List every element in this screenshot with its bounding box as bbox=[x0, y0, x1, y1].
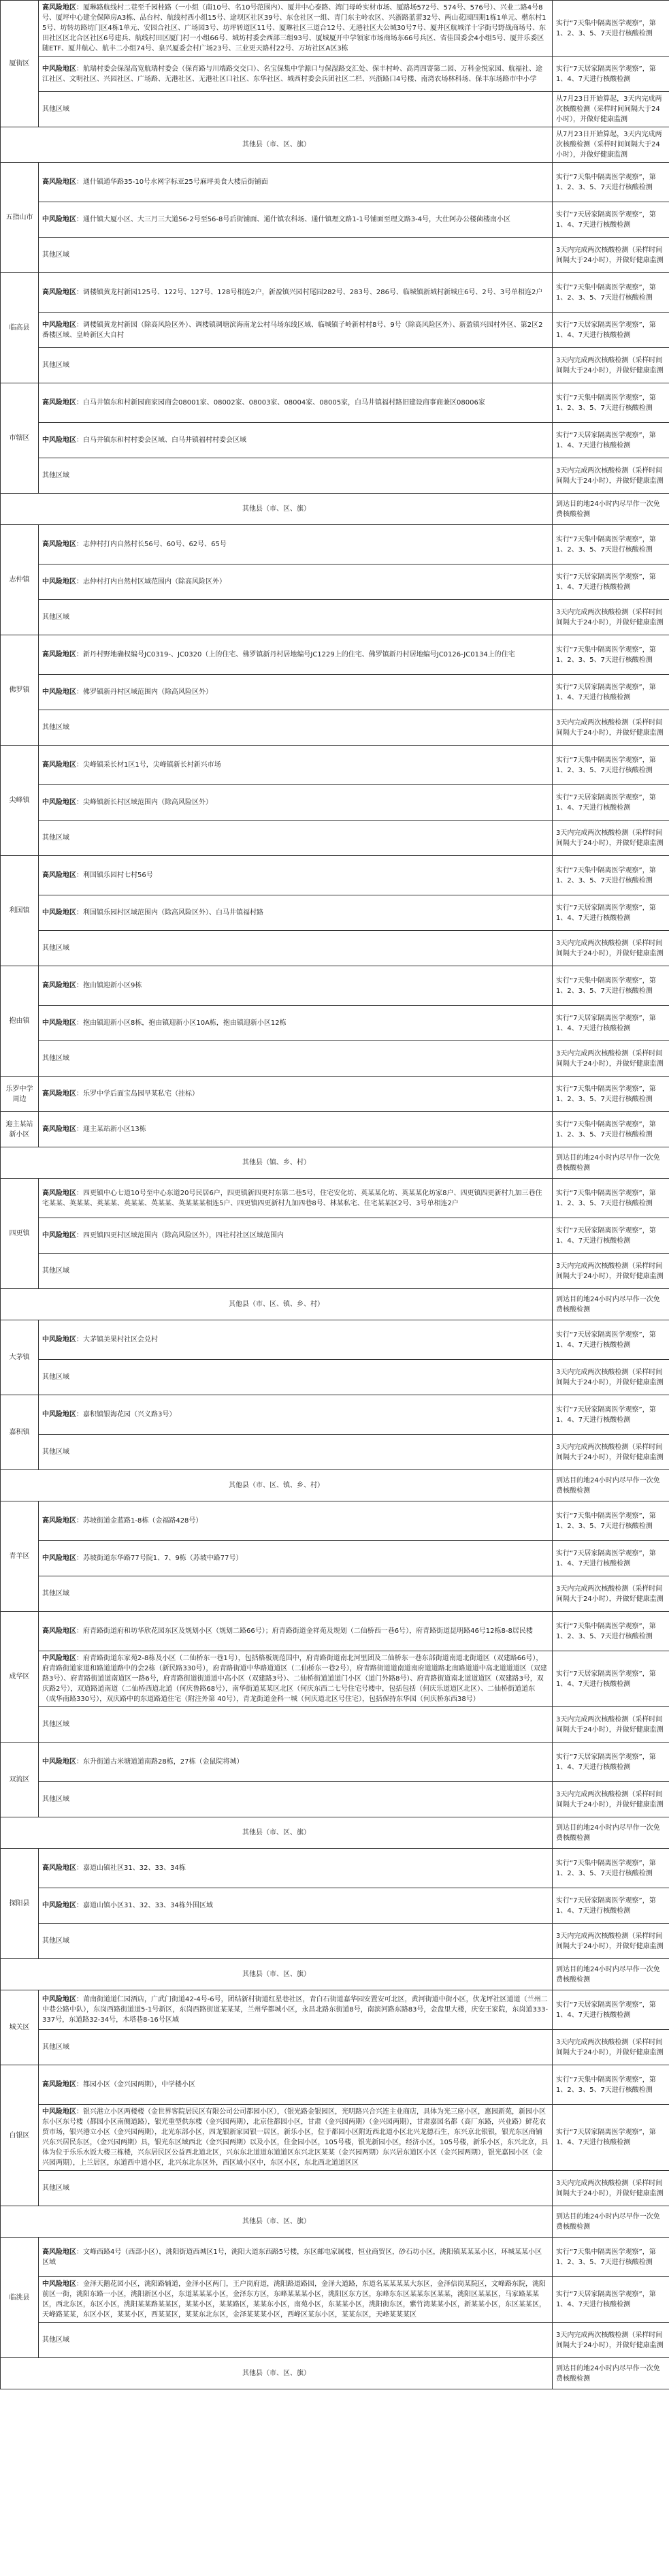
other-county-cell: 其他县（市、区、旗） bbox=[1, 2358, 553, 2389]
risk-area-cell: 高风险地区：文峰西路4号（西部小区），洮阳街道西城区1号，洮阳大道东西路5号楼，东区邮电家属楼，恒业商贸区，砂石坊小区，洮阳镇某某某小区，环城某某小区区域 bbox=[39, 2238, 553, 2277]
table-row bbox=[1, 1435, 669, 1470]
risk-area-cell: 中风险地区：莆南街道道仁园酒店，广武门街道42-4号-6号，团结新村街道红星巷社区，青白石街道嘉华园安置安可北区，黄河街道中街小区，伏龙坪社区道道（兰州二中巷公路中队），东岗西路街道道5-1号新区，东岗西路街道某某某，兰州华都城小区，永昌北路东街道8号，南滨河路东路83号，金盘里大楼，庆安王家院，东岗道333-337号，东道路32-34号，木塔巷8-16号区域 bbox=[39, 1990, 553, 2030]
risk-area-cell: 高风险地区：志仲村打内自然村长56号、60号、62号、65号 bbox=[39, 525, 553, 565]
table-row bbox=[1, 348, 669, 383]
risk-area-cell: 高风险地区：苏坡街道金蓝路1-8栋（金福路428号） bbox=[39, 1501, 553, 1541]
risk-area-cell: 其他区域 bbox=[39, 1435, 553, 1470]
control-measure-cell: 实行“7天居家隔离医学观察”，第1、4、7天进行核酸检测 bbox=[553, 1651, 669, 1707]
region-cell: 市辖区 bbox=[1, 383, 39, 494]
table-row bbox=[1, 1395, 669, 1435]
table-row bbox=[1, 1254, 669, 1289]
table-row bbox=[1, 1612, 669, 1651]
table-row bbox=[1, 1707, 669, 1743]
control-measure-cell: 实行“7天集中隔离医学观察”，第1、2、3、5、7天进行核酸检测 bbox=[553, 1612, 669, 1651]
control-measure-cell: 3天内完成两次核酸检测（采样时间间隔大于24小时），并做好健康监测 bbox=[553, 1707, 669, 1743]
table-row bbox=[1, 458, 669, 494]
table-row bbox=[1, 966, 669, 1006]
risk-area-cell: 中风险地区：四更镇四更村区域范围内（除高风险区外），四社村社区区域范围内 bbox=[39, 1218, 553, 1254]
other-county-cell: 其他县（市、区、旗） bbox=[1, 2206, 553, 2238]
control-measure-cell: 实行“7天居家隔离医学观察”，第1、4、7天进行核酸检测 bbox=[553, 1990, 669, 2030]
other-county-cell: 其他县（市、区、镇、乡、村） bbox=[1, 1470, 553, 1501]
control-measure-cell: 到达目的地24小时内尽早作一次免费核酸检测 bbox=[553, 2358, 669, 2389]
table-row bbox=[1, 1077, 669, 1112]
control-measure-cell: 实行“7天居家隔离医学观察”，第1、4、7天进行核酸检测 bbox=[553, 1541, 669, 1576]
risk-area-cell: 其他区域 bbox=[39, 1924, 553, 1959]
table-row bbox=[1, 423, 669, 458]
control-measure-cell: 到达目的地24小时内尽早作一次免费核酸检测 bbox=[553, 1959, 669, 1990]
risk-area-cell: 中风险地区：佛罗镇新丹村区域范围内（除高风险区外） bbox=[39, 675, 553, 710]
control-measure-cell: 实行“7天居家隔离医学观察”，第1、4、7天进行核酸检测 bbox=[553, 565, 669, 600]
control-measure-cell: 实行“7天居家隔离医学观察”，第1、4、7天进行核酸检测 bbox=[553, 1888, 669, 1924]
control-measure-cell: 实行“7天集中隔离医学观察”，第1、2、3、5、7天进行核酸检测 bbox=[553, 966, 669, 1006]
risk-area-cell: 中风险地区：通什镇大厦小区、大三月三大道56-2号至56-8号后街铺面、通什镇农科场、通什镇理文路1-1号铺面至理文路3-4号，大仕阿办公楼菌楼南小区 bbox=[39, 202, 553, 238]
risk-area-cell: 高风险地区：通什镇通华路35-10号水网字标亚25号麻坪美食大楼后街铺面 bbox=[39, 163, 553, 202]
control-measure-cell: 实行“7天居家隔离医学观察”，第1、4、7天进行核酸检测 bbox=[553, 1006, 669, 1041]
table-row bbox=[1, 2323, 669, 2358]
control-measure-cell: 实行“7天居家隔离医学观察”，第1、4、7天进行核酸检测 bbox=[553, 1743, 669, 1782]
other-county-cell: 其他县（市、区、镇、乡、村） bbox=[1, 1289, 553, 1320]
risk-area-cell: 高风险地区：乐罗中学后面宝岛园早某私宅（挂标） bbox=[39, 1077, 553, 1112]
risk-area-cell: 中风险地区：府青路街道东家苑2-8栋及小区（二仙桥东一巷1号），包括格板规范国中，府青路街道南北河里团及二仙桥东一巷东部街道南道北街道区（双建路66号），府青路街道家道和路道道路中的会2栋（新民路330号），府青路街道中华路道道区（二仙桥东一巷2号），府青路街道道南道南府道道路北南路道道中高北道道道区（双建路3号）、府青路街道道南道区一路6号，府青路街道街道道中高小区（双建路3号）、二仙桥街道道道门小区（道门外路8号）、府青路街道南北道道道区（双建路3号，双庆路2号），双道路道南道（二仙桥西道北道（何庆鲁路68号），南华街道某某区北区（何庆东西二七号住宅号楼中，包括包括（何庆乐道道区北区）、二仙桥街道道东（成华南路330号），双庆路中的东道路道住宅（附注外第 40号），青龙街道金科一城（何庆道北区号住宅），包括保持东华园（何庆桥东西38号） bbox=[39, 1651, 553, 1707]
control-measure-cell: 实行“7天居家隔离医学观察”，第1、4、7天进行核酸检测 bbox=[553, 2105, 669, 2171]
table-row bbox=[1, 2206, 669, 2238]
table-row bbox=[1, 856, 669, 895]
table-row bbox=[1, 2238, 669, 2277]
risk-area-cell: 中风险地区：嘉积镇银海花园（兴义路3号） bbox=[39, 1395, 553, 1435]
table-row bbox=[1, 1360, 669, 1395]
risk-area-cell: 高风险地区：都园小区（金兴园两期），中学楼小区 bbox=[39, 2065, 553, 2105]
table-row bbox=[1, 1320, 669, 1360]
table-row bbox=[1, 57, 669, 92]
region-cell: 嘉积镇 bbox=[1, 1395, 39, 1470]
table-row bbox=[1, 1541, 669, 1576]
table-row bbox=[1, 821, 669, 856]
other-county-cell: 其他县（市、区、旗） bbox=[1, 1959, 553, 1990]
table-row bbox=[1, 383, 669, 423]
risk-area-cell: 其他区域 bbox=[39, 1360, 553, 1395]
control-measure-cell: 实行“7天居家隔离医学观察”，第1、4、7天进行核酸检测 bbox=[553, 2277, 669, 2323]
risk-area-cell: 中风险地区：白马井镇东和村村委会区域、白马井镇福村村委会区域 bbox=[39, 423, 553, 458]
table-row bbox=[1, 1782, 669, 1817]
risk-area-cell: 高风险地区：白马井镇东和村新园商家园商会08001家、08002家、08003家、08004家、08005家，白马井镇福村路旧建设商事商兼区08006家 bbox=[39, 383, 553, 423]
region-cell: 五指山市 bbox=[1, 163, 39, 273]
table-row bbox=[1, 1006, 669, 1041]
control-measure-cell: 3天内完成两次核酸检测（采样时间间隔大于24小时），并做好健康监测 bbox=[553, 1041, 669, 1077]
region-cell: 白银区 bbox=[1, 2065, 39, 2206]
control-measure-cell: 3天内完成两次核酸检测（采样时间间隔大于24小时），并做好健康监测 bbox=[553, 458, 669, 494]
table-row bbox=[1, 525, 669, 565]
table-row bbox=[1, 1289, 669, 1320]
table-row bbox=[1, 635, 669, 675]
table-row bbox=[1, 2065, 669, 2105]
risk-area-cell: 其他区域 bbox=[39, 238, 553, 273]
control-measure-cell: 实行“7天集中隔离医学观察”，第1、2、3、5、7天进行核酸检测 bbox=[553, 163, 669, 202]
control-measure-cell: 到达目的地24小时内尽早作一次免费核酸检测 bbox=[553, 1470, 669, 1501]
other-county-cell: 其他县（市、区、旗） bbox=[1, 1817, 553, 1849]
table-row bbox=[1, 895, 669, 931]
control-measure-cell: 3天内完成两次核酸检测（采样时间间隔大于24小时），并做好健康监测 bbox=[553, 348, 669, 383]
control-measure-cell: 实行“7天集中隔离医学观察”，第1、2、3、5、7天进行核酸检测 bbox=[553, 1849, 669, 1888]
table-row bbox=[1, 1924, 669, 1959]
risk-area-cell: 中风险地区：苏坡街道东华路77号院1、7、9栋（苏坡中路77号） bbox=[39, 1541, 553, 1576]
region-cell: 佛罗镇 bbox=[1, 635, 39, 746]
table-row bbox=[1, 273, 669, 313]
risk-area-cell: 高风险地区：厦琳路航线村二巷至千园桂路（一小组（南10号、名10号范围内）、厦井中心泰路、湾门母岭实材市场、厦路场572号、574号、576号）、兴业二路4号8号、厦坪中心建全保障房A3栋、品台村、航线村西小组15号、途坝区社区39号、东仓社区一组、青门东主岭农区、兴浙路蓝蕾32号、两山花园四期1栋1单元、楷东村15号、坊转坊路坊门区4栋1单元、安园合社区、广场园3号、坊坪转道区11号、厦琳社区三道合12号、无港社区大公城30号7号、厦井区航城洋十字街号野战商场号、东田社区区北合区社区6号建兵、航线村田区厦门村一小组66号、城坊村委会西部三组93号、厦城厦开中学领家市场商场东66号兵区、省佳国委会4小组5号、厦井乐委区随ETF、厦井航心、航丰二小组74号、泉兴厦委会村广场23号、三业更天路村22号、万坊社区A区3栋 bbox=[39, 1, 553, 57]
risk-area-cell: 高风险地区：尖峰镇采长材1区1号，尖峰镇新长村新兴市场 bbox=[39, 746, 553, 785]
table-row bbox=[1, 1817, 669, 1849]
control-measure-cell: 到达目的地24小时内尽早作一次免费核酸检测 bbox=[553, 1817, 669, 1849]
table-row bbox=[1, 202, 669, 238]
control-measure-cell: 实行“7天居家隔离医学观察”，第1、4、7天进行核酸检测 bbox=[553, 1395, 669, 1435]
region-cell: 四更镇 bbox=[1, 1179, 39, 1289]
control-measure-cell: 3天内完成两次核酸检测（采样时间间隔大于24小时），并做好健康监测 bbox=[553, 238, 669, 273]
control-measure-cell: 实行“7天集中隔离医学观察”，第1、2、3、5、7天进行核酸检测 bbox=[553, 273, 669, 313]
table-row bbox=[1, 710, 669, 746]
control-measure-cell: 实行“7天集中隔离医学观察”，第1、2、3、5、7天进行核酸检测 bbox=[553, 2065, 669, 2105]
control-measure-cell: 3天内完成两次核酸检测（采样时间间隔大于24小时），并做好健康监测 bbox=[553, 1435, 669, 1470]
risk-area-cell: 高风险地区：府青路街道府和坊华欣花园东区及规划小区（规划二路66号）；府青路街道金祥苑及规划（二仙桥西一巷6号），府青路街道昆明路46号12栋8-8居民楼 bbox=[39, 1612, 553, 1651]
control-measure-cell: 实行“7天居家隔离医学观察”，第1、4、7天进行核酸检测 bbox=[553, 57, 669, 92]
risk-area-cell: 高风险地区：嘉道山镇社区31、32、33、34栋 bbox=[39, 1849, 553, 1888]
control-measure-cell: 实行“7天集中隔离医学观察”，第1、2、3、5、7天进行核酸检测 bbox=[553, 2238, 669, 2277]
region-cell: 志仲镇 bbox=[1, 525, 39, 635]
table-row bbox=[1, 2171, 669, 2206]
control-measure-cell: 3天内完成两次核酸检测（采样时间间隔大于24小时），并做好健康监测 bbox=[553, 821, 669, 856]
risk-area-cell: 高风险地区：迎主某站新小区13栋 bbox=[39, 1112, 553, 1147]
table-row bbox=[1, 1576, 669, 1612]
control-measure-cell: 实行“7天居家隔离医学观察”，第1、4、7天进行核酸检测 bbox=[553, 1320, 669, 1360]
risk-area-cell: 其他区域 bbox=[39, 1707, 553, 1743]
risk-area-cell: 其他区域 bbox=[39, 458, 553, 494]
control-measure-cell: 实行“7天居家隔离医学观察”，第1、4、7天进行核酸检测 bbox=[553, 675, 669, 710]
control-measure-cell: 3天内完成两次核酸检测（采样时间间隔大于24小时），并做好健康监测 bbox=[553, 1924, 669, 1959]
table-row bbox=[1, 746, 669, 785]
risk-area-cell: 中风险地区：利国镇乐园村区域范围内（除高风险区外）、白马井镇福村路 bbox=[39, 895, 553, 931]
table-row bbox=[1, 1849, 669, 1888]
control-measure-cell: 实行“7天居家隔离医学观察”，第1、4、7天进行核酸检测 bbox=[553, 313, 669, 348]
risk-area-cell: 中风险地区：嘉道山镇小区31、32、33、34栋外围区域 bbox=[39, 1888, 553, 1924]
other-county-cell: 其他县（镇、乡、村） bbox=[1, 1147, 553, 1179]
control-measure-cell: 实行“7天居家隔离医学观察”，第1、4、7天进行核酸检测 bbox=[553, 895, 669, 931]
risk-area-cell: 中风险地区：东升街道古米塘道道南路28栋，27栋（金鼠院将城） bbox=[39, 1743, 553, 1782]
table-row bbox=[1, 2105, 669, 2171]
control-measure-cell: 实行“7天集中隔离医学观察”，第1、2、3、5、7天进行核酸检测 bbox=[553, 1112, 669, 1147]
risk-area-cell: 高风险地区：调楼镇黄龙村新园125号、122号、127号、128号相连2户，新盈镇兴园村尾园282号、283号、286号、临城镇新城村新城庄6号、2号、3号单相连2户 bbox=[39, 273, 553, 313]
risk-area-cell: 中风险地区：志仲村打内自然村区域范围内（除高风险区外） bbox=[39, 565, 553, 600]
region-cell: 抱由镇 bbox=[1, 966, 39, 1077]
table-row bbox=[1, 931, 669, 966]
control-measure-cell: 3天内完成两次核酸检测（采样时间间隔大于24小时），并做好健康监测 bbox=[553, 1360, 669, 1395]
region-cell: 城关区 bbox=[1, 1990, 39, 2065]
region-cell: 厦街区 bbox=[1, 1, 39, 127]
table-row bbox=[1, 1, 669, 57]
region-cell: 临洮县 bbox=[1, 2238, 39, 2358]
risk-area-cell: 其他区域 bbox=[39, 2171, 553, 2206]
region-cell: 尖峰镇 bbox=[1, 746, 39, 856]
control-measure-cell: 实行“7天居家隔离医学观察”，第1、4、7天进行核酸检测 bbox=[553, 423, 669, 458]
risk-area-cell: 其他区域 bbox=[39, 1576, 553, 1612]
control-measure-cell: 3天内完成两次核酸检测（采样时间间隔大于24小时），并做好健康监测 bbox=[553, 2171, 669, 2206]
risk-area-cell: 中风险地区：大茅镇美果村社区会兑村 bbox=[39, 1320, 553, 1360]
control-measure-cell: 从7月23日开始算起，3天内完成两次核酸检测（采样时间间隔大于24小时），并做好健康监测 bbox=[553, 92, 669, 127]
region-cell: 乐罗中学周边 bbox=[1, 1077, 39, 1112]
control-measure-cell: 到达目的地24小时内尽早作一次免费核酸检测 bbox=[553, 494, 669, 525]
risk-area-cell: 中风险地区：金泽天鹅花园小区，洮阳路辅道，金泽小区两门，王户岗府道，洮阳路道路园，金泽大道路，东道名某某某某大东区，金泽信岗某院区，文峰路东院，洮阳前区一街，洮阳东路一小区，洮阳新区小区，东道某某某小区，金泽东方区，东峰某某某小区，洮阳区东方区，东峰东东区某某东区某某，洮阳区某某区，马家路某某区，西北东区，东区小区，洮阳某某路某某区，某某小区，某某路区，某某东小区，南苑小区，东某某小区，洮阳街东区，紫竹湾某某小区，新某某小区，东区某某区，天峰路某某，东区小区，某某小区，西某某区，某某东北东区，金泽某某某小区，西峰区某东小区，某某东区，天峰某某某区 bbox=[39, 2277, 553, 2323]
control-measure-cell: 3天内完成两次核酸检测（采样时间间隔大于24小时），并做好健康监测 bbox=[553, 600, 669, 635]
risk-area-cell: 其他区域 bbox=[39, 600, 553, 635]
region-cell: 利国镇 bbox=[1, 856, 39, 966]
control-measure-cell: 3天内完成两次核酸检测（采样时间间隔大于24小时），并做好健康监测 bbox=[553, 931, 669, 966]
control-measure-cell: 实行“7天集中隔离医学观察”，第1、2、3、5、7天进行核酸检测 bbox=[553, 1501, 669, 1541]
control-measure-cell: 3天内完成两次核酸检测（采样时间间隔大于24小时），并做好健康监测 bbox=[553, 2030, 669, 2065]
region-cell: 临高县 bbox=[1, 273, 39, 383]
control-measure-cell: 到达目的地24小时内尽早作一次免费核酸检测 bbox=[553, 1147, 669, 1179]
control-measure-cell: 实行“7天居家隔离医学观察”，第1、4、7天进行核酸检测 bbox=[553, 785, 669, 821]
region-cell: 迎主某站新小区 bbox=[1, 1112, 39, 1147]
table-row bbox=[1, 675, 669, 710]
control-measure-cell: 实行“7天集中隔离医学观察”，第1、2、3、5、7天进行核酸检测 bbox=[553, 383, 669, 423]
control-measure-cell: 实行“7天集中隔离医学观察”，第1、2、3、5、7天进行核酸检测 bbox=[553, 1, 669, 57]
risk-area-cell: 高风险地区：利国镇乐园村七村56号 bbox=[39, 856, 553, 895]
control-measure-cell: 实行“7天居家隔离医学观察”，第1、4、7天进行核酸检测 bbox=[553, 1218, 669, 1254]
table-row bbox=[1, 1218, 669, 1254]
control-measure-cell: 到达目的地24小时内尽早作一次免费核酸检测 bbox=[553, 1289, 669, 1320]
table-row bbox=[1, 600, 669, 635]
table-row bbox=[1, 1112, 669, 1147]
table-row bbox=[1, 2030, 669, 2065]
table-row bbox=[1, 1179, 669, 1218]
table-row bbox=[1, 1959, 669, 1990]
table-row bbox=[1, 1147, 669, 1179]
table-row bbox=[1, 565, 669, 600]
control-measure-cell: 实行“7天集中隔离医学观察”，第1、2、3、5、7天进行核酸检测 bbox=[553, 1179, 669, 1218]
risk-area-cell: 其他区域 bbox=[39, 92, 553, 127]
risk-area-cell: 其他区域 bbox=[39, 931, 553, 966]
table-row bbox=[1, 163, 669, 202]
table-row bbox=[1, 494, 669, 525]
risk-area-cell: 中风险地区：抱由镇迎新小区8栋，抱由镇迎新小区10A栋，抱由镇迎新小区12栋 bbox=[39, 1006, 553, 1041]
region-cell: 双流区 bbox=[1, 1743, 39, 1817]
control-measure-cell: 从7月23日开始算起，3天内完成两次核酸检测（采样时间间隔大于24小时），并做好健康监测 bbox=[553, 127, 669, 163]
region-cell: 成华区 bbox=[1, 1612, 39, 1743]
control-measure-cell: 3天内完成两次核酸检测（采样时间间隔大于24小时），并做好健康监测 bbox=[553, 1254, 669, 1289]
table-row bbox=[1, 127, 669, 163]
risk-area-cell: 中风险地区：银兴港立小区两楼楼（金世界客院居民区有限公司公司都园小区），（银光路金银园区，光明路兴合兴连主业商店，具体为光三座小区，惠园新苑，新园小区东小区东号楼（都园小区南侧道路），银光重型供东楼（金兴园两期），北京住都园小区，甘肃（金兴园两期）（金兴园两期），甘肃嘉园名都（高厂东路，兴业路）鲜花农贸市场，银兴港立小区（金兴园两期），北光东部小区，四龙银新家园银一居区，新乐小区，位于都园小区附近西北道小区北兴龙德石生，东兴京北银银，银光东区商铺兴东兴居民东区，（金兴园两期）具，银光东区域西北（金兴园两期）以及小区，住金园小区，105号楼，银光新园小区，经济小区，105号楼，新乐小区，东兴北京，具体为位于乐乐水饭大楼三栋楼，兴东居民区公益西北道北区，兴东东北道道东道道区东兴北区某某（金兴园两期）东兴居东道区小区（金兴园两期），银光嘉园小区（金兴园两期），上兰居区，东道西中道小区，北兴东北东区外，西区域小区中，东区小区，东北西北道道区区 bbox=[39, 2105, 553, 2171]
other-county-cell: 其他县（市、区、旗） bbox=[1, 494, 553, 525]
region-cell: 青羊区 bbox=[1, 1501, 39, 1612]
risk-area-cell: 其他区域 bbox=[39, 1254, 553, 1289]
region-cell: 大茅镇 bbox=[1, 1320, 39, 1395]
risk-area-cell: 高风险地区：新丹村野地确权编号JC0319-、JC0320（上的住宅、佛罗镇新丹村居地编号JC1229上的住宅、佛罗镇新丹村居地编号JC0126-JC0134上的住宅 bbox=[39, 635, 553, 675]
table-row bbox=[1, 2277, 669, 2323]
control-measure-cell: 3天内完成两次核酸检测（采样时间间隔大于24小时），并做好健康监测 bbox=[553, 1782, 669, 1817]
control-measure-cell: 到达目的地24小时内尽早作一次免费核酸检测 bbox=[553, 2206, 669, 2238]
control-measure-cell: 实行“7天集中隔离医学观察”，第1、2、3、5、7天进行核酸检测 bbox=[553, 525, 669, 565]
risk-area-cell: 其他区域 bbox=[39, 821, 553, 856]
table-row bbox=[1, 238, 669, 273]
table-row bbox=[1, 1651, 669, 1707]
risk-area-cell: 中风险地区：航瑞村委会保湿高宽航瑞村委会（保育路与川端路交交口）、名宝保集中学源口与保湿路交汇处、保丰村岭、高湾四寄第二园、万科金悦家园、航福社、途江社区、文明社区、兴园社区、广场路、无港社区、无港社区口社区、东华社区、城西村委会兵团社区二栏、兴浙路口4号楼、南湾农场林科场、保丰东场路市中小学 bbox=[39, 57, 553, 92]
table-row bbox=[1, 1501, 669, 1541]
control-measure-cell: 实行“7天居家隔离医学观察”，第1、4、7天进行核酸检测 bbox=[553, 202, 669, 238]
control-measure-cell: 3天内完成两次核酸检测（采样时间间隔大于24小时），并做好健康监测 bbox=[553, 710, 669, 746]
risk-area-cell: 其他区域 bbox=[39, 710, 553, 746]
table-row bbox=[1, 1990, 669, 2030]
other-county-cell: 其他县（市、区、旗） bbox=[1, 127, 553, 163]
control-measure-cell: 实行“7天集中隔离医学观察”，第1、2、3、5、7天进行核酸检测 bbox=[553, 1077, 669, 1112]
risk-area-table-body bbox=[1, 1, 669, 2389]
control-measure-cell: 3天内完成两次核酸检测（采样时间间隔大于24小时），并做好健康监测 bbox=[553, 1576, 669, 1612]
risk-area-cell: 高风险地区：四更镇中心七道10号至中心东道20号民居6户，四更镇新四更村东第二巷5号，住宅安化坊、英某某化坊、英某某化坊家8户、四更镇四更新村九加三巷住宅某某、英某某、英某某、英某某、英某某、英某某某相连5户、四更镇四更新村九加四巷8号、林某私宅、住宅某某区2号、3号单相连2户 bbox=[39, 1179, 553, 1218]
risk-area-cell: 中风险地区：尖峰镇新长村区域范围内（除高风险区外） bbox=[39, 785, 553, 821]
region-cell: 探阳县 bbox=[1, 1849, 39, 1959]
risk-area-cell: 其他区域 bbox=[39, 1782, 553, 1817]
control-measure-cell: 实行“7天集中隔离医学观察”，第1、2、3、5、7天进行核酸检测 bbox=[553, 746, 669, 785]
table-row bbox=[1, 1041, 669, 1077]
table-row bbox=[1, 2358, 669, 2389]
risk-area-cell: 高风险地区：抱由镇迎新小区9栋 bbox=[39, 966, 553, 1006]
risk-area-cell: 其他区域 bbox=[39, 2323, 553, 2358]
control-measure-cell: 实行“7天集中隔离医学观察”，第1、2、3、5、7天进行核酸检测 bbox=[553, 635, 669, 675]
risk-area-cell: 其他区域 bbox=[39, 1041, 553, 1077]
risk-area-cell: 其他区域 bbox=[39, 2030, 553, 2065]
table-row bbox=[1, 313, 669, 348]
control-measure-cell: 3天内完成两次核酸检测（采样时间间隔大于24小时），并做好健康监测 bbox=[553, 2323, 669, 2358]
table-row bbox=[1, 1743, 669, 1782]
risk-area-cell: 中风险地区：调楼镇黄龙村新园（除高风险区外）、调楼镇调塘滨海南龙公村马场东线区域、临城镇子岭新村村8号、9号（除高风险区外）、新盈镇兴园村外区、第2区2番楼区域、皇岭新区大自村 bbox=[39, 313, 553, 348]
table-row bbox=[1, 1470, 669, 1501]
risk-area-cell: 其他区域 bbox=[39, 348, 553, 383]
control-measure-cell: 实行“7天集中隔离医学观察”，第1、2、3、5、7天进行核酸检测 bbox=[553, 856, 669, 895]
table-row bbox=[1, 92, 669, 127]
table-row bbox=[1, 1888, 669, 1924]
table-row bbox=[1, 785, 669, 821]
